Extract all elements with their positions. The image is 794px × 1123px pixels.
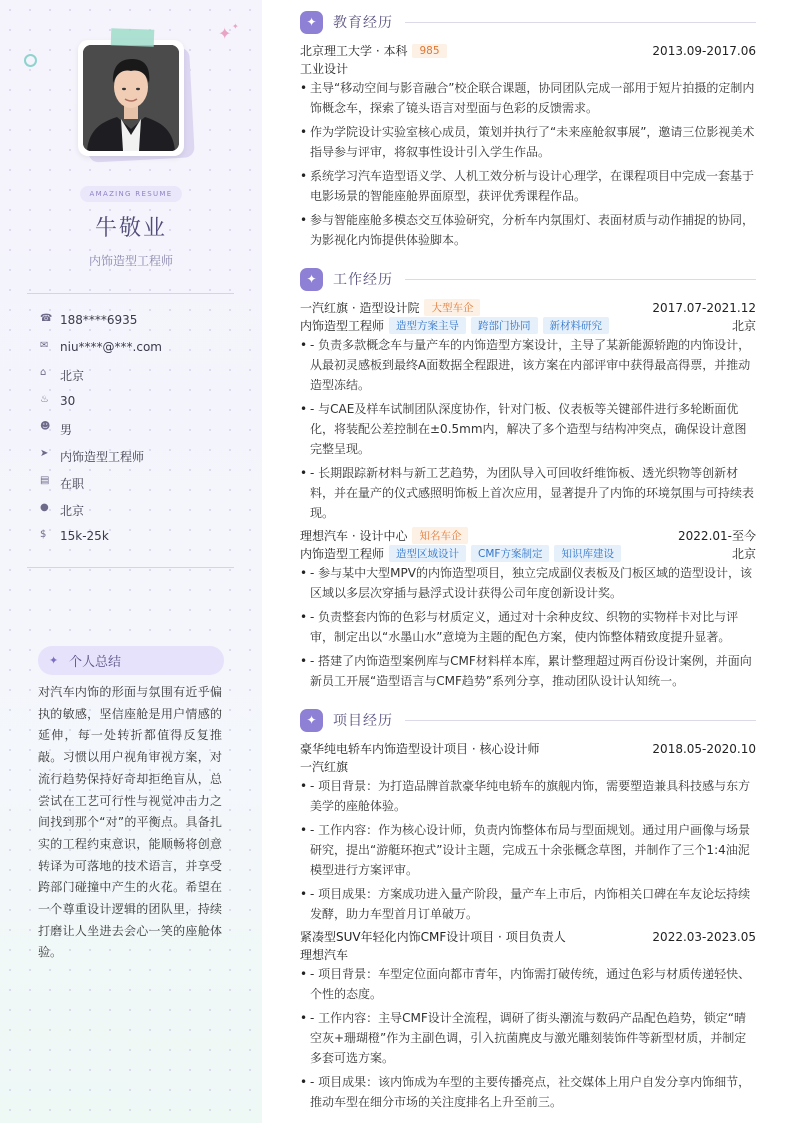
major-row	[300, 60, 756, 77]
list-item: • 参与智能座舱多模态交互体验研究，分析车内氛围灯、表面材质与动作捕捉的协同，为影视化内饰提供体验脚本。	[300, 210, 756, 250]
project-org-row	[300, 946, 756, 963]
education-header	[300, 10, 756, 34]
info-location	[40, 502, 162, 529]
divider	[27, 567, 234, 568]
list-item: • - 项目背景：车型定位面向都市青年，内饰需打破传统，通过色彩与材质传递轻快、个性的态度。	[300, 964, 756, 1004]
education-header-row	[300, 42, 756, 59]
list-item: • - 负责多款概念车与量产车的内饰造型方案设计，主导了某新能源轿跑的内饰设计，从最初灵感板到最终A面数据全程跟进，该方案在内部评审中获得最高得票，并推动造型冻结。	[300, 335, 756, 395]
section-title: 工作经历	[333, 272, 393, 288]
company-name: 一汽红旗 · 造型设计院	[300, 301, 420, 315]
company-name: 理想汽车 · 设计中心	[300, 529, 408, 543]
gender-text: 男	[60, 423, 73, 437]
photo-tape	[111, 28, 155, 46]
section-title: 教育经历	[333, 15, 393, 31]
company-tag: 知名车企	[412, 527, 468, 544]
sparkle-icon: ✦	[300, 709, 323, 732]
decor-ring	[24, 54, 37, 67]
role-name: 内饰造型工程师	[300, 547, 385, 561]
info-status	[40, 475, 162, 502]
work-bullets	[300, 335, 756, 527]
work-date: 2017.07-2021.12	[652, 300, 756, 315]
phone-text: 188****6935	[60, 313, 138, 327]
skill-tag: 新材料研究	[543, 317, 610, 334]
project-org-row	[300, 758, 756, 775]
briefcase-icon: ▤	[40, 475, 50, 486]
skill-tag: CMF方案制定	[471, 545, 549, 562]
cake-icon: ♨	[40, 394, 49, 405]
list-item: • - 长期跟踪新材料与新工艺趋势，为团队导入可回收纤维饰板、透光织物等创新材料，并在量产的仪式感照明饰板上首次应用，显著提升了内饰的环境氛围与可持续表现。	[300, 463, 756, 523]
work-date: 2022.01-至今	[678, 529, 756, 543]
list-item: • - 工作内容：作为核心设计师，负责内饰整体布局与型面规划。通过用户画像与场景研究，提出“游艇环抱式”设计主题，完成五十余张概念草图，并制作了三个1:4油泥模型进行方案评审。	[300, 820, 756, 880]
section-title: 项目经历	[333, 713, 393, 729]
list-item: • - 项目成果：方案成功进入量产阶段，量产车上市后，内饰相关口碑在车友论坛持续发酵，助力车型首月订单破万。	[300, 884, 756, 924]
divider	[405, 279, 756, 280]
salary-text: 15k-25k	[60, 529, 109, 543]
send-icon: ➤	[40, 448, 49, 459]
profile-photo-frame	[78, 40, 184, 156]
list-item: • 系统学习汽车造型语义学、人机工效分析与设计心理学，在课程项目中完成一套基于电影场景的智能座舱界面原型，获评优秀课程作品。	[300, 166, 756, 206]
list-item: • - 参与某中大型MPV的内饰造型项目，独立完成副仪表板及门板区域的造型设计，该区域以多层次穿插与悬浮式设计获得公司年度创新设计奖。	[300, 563, 756, 603]
home-icon: ⌂	[40, 367, 47, 378]
work-header	[300, 267, 756, 291]
phone-icon: ☎	[40, 313, 53, 324]
location-icon: ●	[40, 502, 49, 513]
major-name: 工业设计	[300, 62, 349, 76]
sparkle-icon: ✦	[49, 654, 59, 667]
project-bullets	[300, 776, 756, 928]
info-salary	[40, 529, 162, 556]
project-org: 理想汽车	[300, 948, 349, 962]
sparkle-icon: ✦	[300, 11, 323, 34]
divider	[405, 720, 756, 721]
project-header	[300, 708, 756, 732]
info-email	[40, 340, 162, 367]
salary-icon: $	[40, 529, 47, 540]
project-org: 一汽红旗	[300, 760, 349, 774]
divider	[405, 22, 756, 23]
sparkle-icon: ✦	[300, 268, 323, 291]
mail-icon: ✉	[40, 340, 49, 351]
work-city: 北京	[731, 547, 756, 561]
position-text: 内饰造型工程师	[60, 450, 145, 464]
project-bullets	[300, 964, 756, 1116]
age-text: 30	[60, 394, 76, 408]
contact-info-list	[40, 313, 162, 556]
school-name: 北京理工大学 · 本科	[300, 44, 408, 58]
resume-tag: AMAZING RESUME	[80, 186, 182, 202]
candidate-name: 牛敬业	[94, 216, 167, 241]
gender-icon: ☻	[40, 421, 51, 432]
sparkle-icon: ✦	[218, 24, 232, 43]
main-content	[262, 0, 794, 1123]
project-name: 豪华纯电轿车内饰造型设计项目 · 核心设计师	[300, 742, 540, 756]
sparkle-small-icon: ✦	[232, 22, 239, 31]
info-gender	[40, 421, 162, 448]
profile-photo	[83, 45, 179, 151]
work-city: 北京	[731, 319, 756, 333]
info-phone	[40, 313, 162, 340]
summary-title: 个人总结	[69, 655, 122, 670]
info-age	[40, 394, 162, 421]
residence-text: 北京	[60, 369, 85, 383]
work-company-row	[300, 527, 756, 544]
skill-tag: 知识库建设	[554, 545, 621, 562]
info-position	[40, 448, 162, 475]
list-item: • - 负责整套内饰的色彩与材质定义，通过对十余种皮纹、织物的实物样卡对比与评审，制定出以“水墨山水”意境为主题的配色方案，使内饰整体精致度提升显著。	[300, 607, 756, 647]
list-item: • - 与CAE及样车试制团队深度协作，针对门板、仪表板等关键部件进行多轮断面优化，将装配公差控制在±0.5mm内，解决了多个造型与结构冲突点，确保设计意图完整呈现。	[300, 399, 756, 459]
role-name: 内饰造型工程师	[300, 319, 385, 333]
project-date: 2018.05-2020.10	[652, 741, 756, 756]
divider	[27, 293, 234, 294]
location-text: 北京	[60, 504, 85, 518]
project-title-row	[300, 740, 756, 757]
list-item: • - 项目成果：该内饰成为车型的主要传播亮点，社交媒体上用户自发分享内饰细节，推动车型在细分市场的关注度排名上升至前三。	[300, 1072, 756, 1112]
skill-tag: 造型方案主导	[389, 317, 466, 334]
work-role-row	[300, 545, 756, 562]
status-text: 在职	[60, 477, 85, 491]
list-item: • - 项目背景：为打造品牌首款豪华纯电轿车的旗舰内饰，需要塑造兼具科技感与东方美学的座舱体验。	[300, 776, 756, 816]
work-bullets	[300, 563, 756, 695]
education-bullets	[300, 78, 756, 254]
work-company-row	[300, 299, 756, 316]
skill-tag: 造型区域设计	[389, 545, 466, 562]
school-tag: 985	[412, 44, 446, 58]
list-item: • - 工作内容：主导CMF设计全流程，调研了街头潮流与数码产品配色趋势，锁定“晴空灰+珊瑚橙”作为主副色调，引入抗菌麂皮与激光雕刻装饰件等新型材质，并制定多套可选方案。	[300, 1008, 756, 1068]
info-residence	[40, 367, 162, 394]
email-text: niu****@***.com	[60, 340, 162, 354]
company-tag: 大型车企	[424, 299, 480, 316]
candidate-title: 内饰造型工程师	[88, 254, 173, 268]
list-item: • 主导“移动空间与影音融合”校企联合课题，协同团队完成一部用于短片拍摄的定制内饰概念车，探索了镜头语言对型面与色彩的反馈需求。	[300, 78, 756, 118]
summary-header	[38, 646, 224, 675]
skill-tag: 跨部门协同	[471, 317, 538, 334]
list-item: • - 搭建了内饰造型案例库与CMF材料样本库，累计整理超过两百份设计案例，并面向新员工开展“造型语言与CMF趋势”系列分享，推动团队设计认知统一。	[300, 651, 756, 691]
education-date: 2013.09-2017.06	[652, 43, 756, 58]
work-role-row	[300, 317, 756, 334]
sidebar	[0, 0, 262, 1123]
list-item: • 作为学院设计实验室核心成员，策划并执行了“未来座舱叙事展”，邀请三位影视美术指导参与评审，将叙事性设计引入学生作品。	[300, 122, 756, 162]
project-title-row	[300, 928, 756, 945]
summary-text: 对汽车内饰的形面与氛围有近乎偏执的敏感，坚信座舱是用户情感的延伸，每一处转折都值得反复推敲。习惯以用户视角审视方案，对流行趋势保持好奇却拒绝盲从，总尝试在工艺可行性与视觉冲击力之间找到那个“对”的平衡点。具备扎实的工程约束意识，能顺畅将创意转译为可落地的技术语言，并享受跨部门碰撞中产生的火花。希望在一个尊重设计逻辑的团队里，持续打磨让人坐进去会心一笑的座舱体验。	[38, 685, 222, 960]
project-name: 紧凑型SUV年轻化内饰CMF设计项目 · 项目负责人	[300, 930, 566, 944]
project-date: 2022.03-2023.05	[652, 929, 756, 944]
